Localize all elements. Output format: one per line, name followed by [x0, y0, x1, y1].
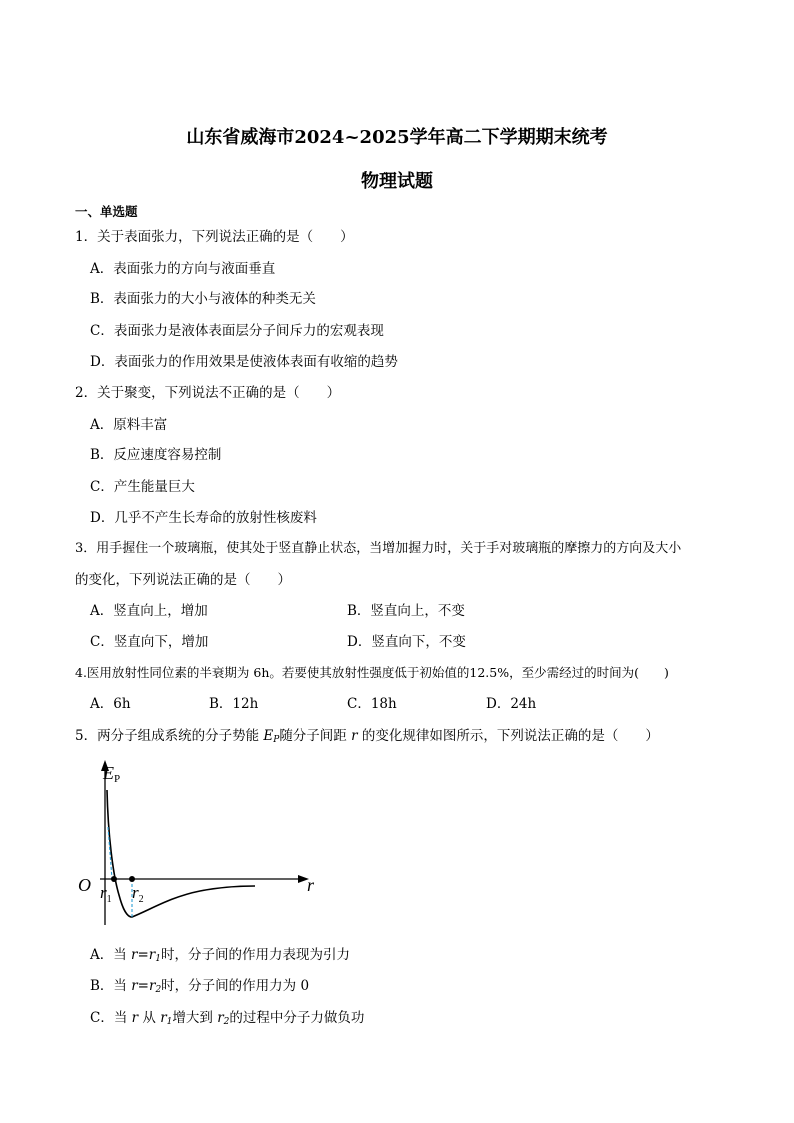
potential-energy-graph — [70, 755, 330, 930]
q3-stem-line1: 3．用手握住一个玻璃瓶，使其处于竖直静止状态，当增加握力时，关于手对玻璃瓶的摩擦力的方向及大小 — [75, 541, 682, 556]
q5-option-a-sub: 1 — [155, 954, 161, 964]
q5-option-b-pre: B．当 — [90, 978, 132, 994]
potential-curve — [107, 790, 255, 917]
q5-stem-r: r — [351, 728, 358, 744]
r1-label: $r_1$ — [100, 883, 112, 905]
q5-option-a-pre: A．当 — [90, 947, 132, 963]
q3-stem-line2: 的变化，下列说法正确的是（ ） — [75, 572, 291, 588]
r1-point — [111, 876, 117, 882]
q1-option-b: B．表面张力的大小与液体的种类无关 — [90, 291, 316, 307]
q1-option-c: C．表面张力是液体表面层分子间斥力的宏观表现 — [90, 323, 384, 339]
q5-option-c — [90, 1009, 364, 1031]
q5-option-b — [90, 977, 309, 999]
q5-option-c-mid1: 从 — [138, 1010, 161, 1026]
q4-option-a: A．6h — [90, 696, 131, 712]
q5-option-b-post: 时，分子间的作用力为 0 — [161, 978, 310, 994]
page-title: 山东省威海市2024~2025学年高二下学期期末统考 — [186, 127, 608, 148]
r2-label: $r_2$ — [132, 883, 144, 905]
q5-stem-post: 的变化规律如图所示，下列说法正确的是（ ） — [357, 728, 659, 744]
y-axis-label: EP — [103, 763, 121, 785]
q5-option-c-post: 的过程中分子力做负功 — [229, 1010, 365, 1026]
q5-option-a-post: 时，分子间的作用力表现为引力 — [161, 947, 350, 963]
q5-stem-ep-sub: P — [273, 735, 280, 745]
q5-option-c-pre: C．当 — [90, 1010, 132, 1026]
q5-option-a — [90, 946, 350, 968]
q3-option-b: B．竖直向上，不变 — [347, 603, 465, 619]
q3-option-d: D．竖直向下，不变 — [347, 634, 466, 650]
q4-option-c: C．18h — [347, 696, 397, 712]
q5-stem — [75, 727, 659, 749]
q5-stem-pre: 5．两分子组成系统的分子势能 — [75, 728, 264, 744]
page-subtitle: 物理试题 — [361, 171, 433, 192]
q5-option-c-var1: r — [131, 1010, 139, 1026]
q5-option-c-sub3: 2 — [223, 1017, 230, 1027]
q2-option-d: D．几乎不产生长寿命的放射性核废料 — [90, 510, 317, 526]
q1-option-a: A．表面张力的方向与液面垂直 — [90, 261, 276, 277]
q5-option-c-mid2: 增大到 — [172, 1010, 218, 1026]
q3-option-c: C．竖直向下，增加 — [90, 634, 209, 650]
q5-option-b-var: r=r — [131, 978, 156, 994]
q4-option-d: D．24h — [486, 696, 537, 712]
q5-option-c-var3: r — [217, 1010, 224, 1026]
q2-option-c: C．产生能量巨大 — [90, 479, 195, 495]
q2-option-b: B．反应速度容易控制 — [90, 447, 222, 463]
q5-option-b-sub: 2 — [155, 985, 162, 995]
origin-label: O — [78, 875, 91, 895]
q5-stem-ep: E — [263, 728, 274, 744]
q1-stem: 1．关于表面张力，下列说法正确的是（ ） — [75, 229, 354, 245]
q3-option-a: A．竖直向上，增加 — [90, 603, 208, 619]
section-heading: 一、单选题 — [75, 204, 138, 219]
q1-option-d: D．表面张力的作用效果是使液体表面有收缩的趋势 — [90, 354, 398, 370]
q5-option-c-var2: r — [160, 1010, 167, 1026]
q2-stem: 2．关于聚变，下列说法不正确的是（ ） — [75, 385, 341, 401]
r2-point — [129, 876, 135, 882]
q2-option-a: A．原料丰富 — [90, 417, 168, 433]
q4-option-b: B．12h — [209, 696, 259, 712]
x-axis-label: r — [307, 875, 315, 895]
q4-stem: 4.医用放射性同位素的半衰期为 6h。若要使其放射性强度低于初始值的12.5%，至少需经过的时间为( ) — [75, 665, 669, 680]
q5-option-a-var: r=r — [131, 947, 156, 963]
q5-stem-mid: 随分子间距 — [279, 728, 352, 744]
q5-option-c-sub2: 1 — [166, 1017, 173, 1027]
